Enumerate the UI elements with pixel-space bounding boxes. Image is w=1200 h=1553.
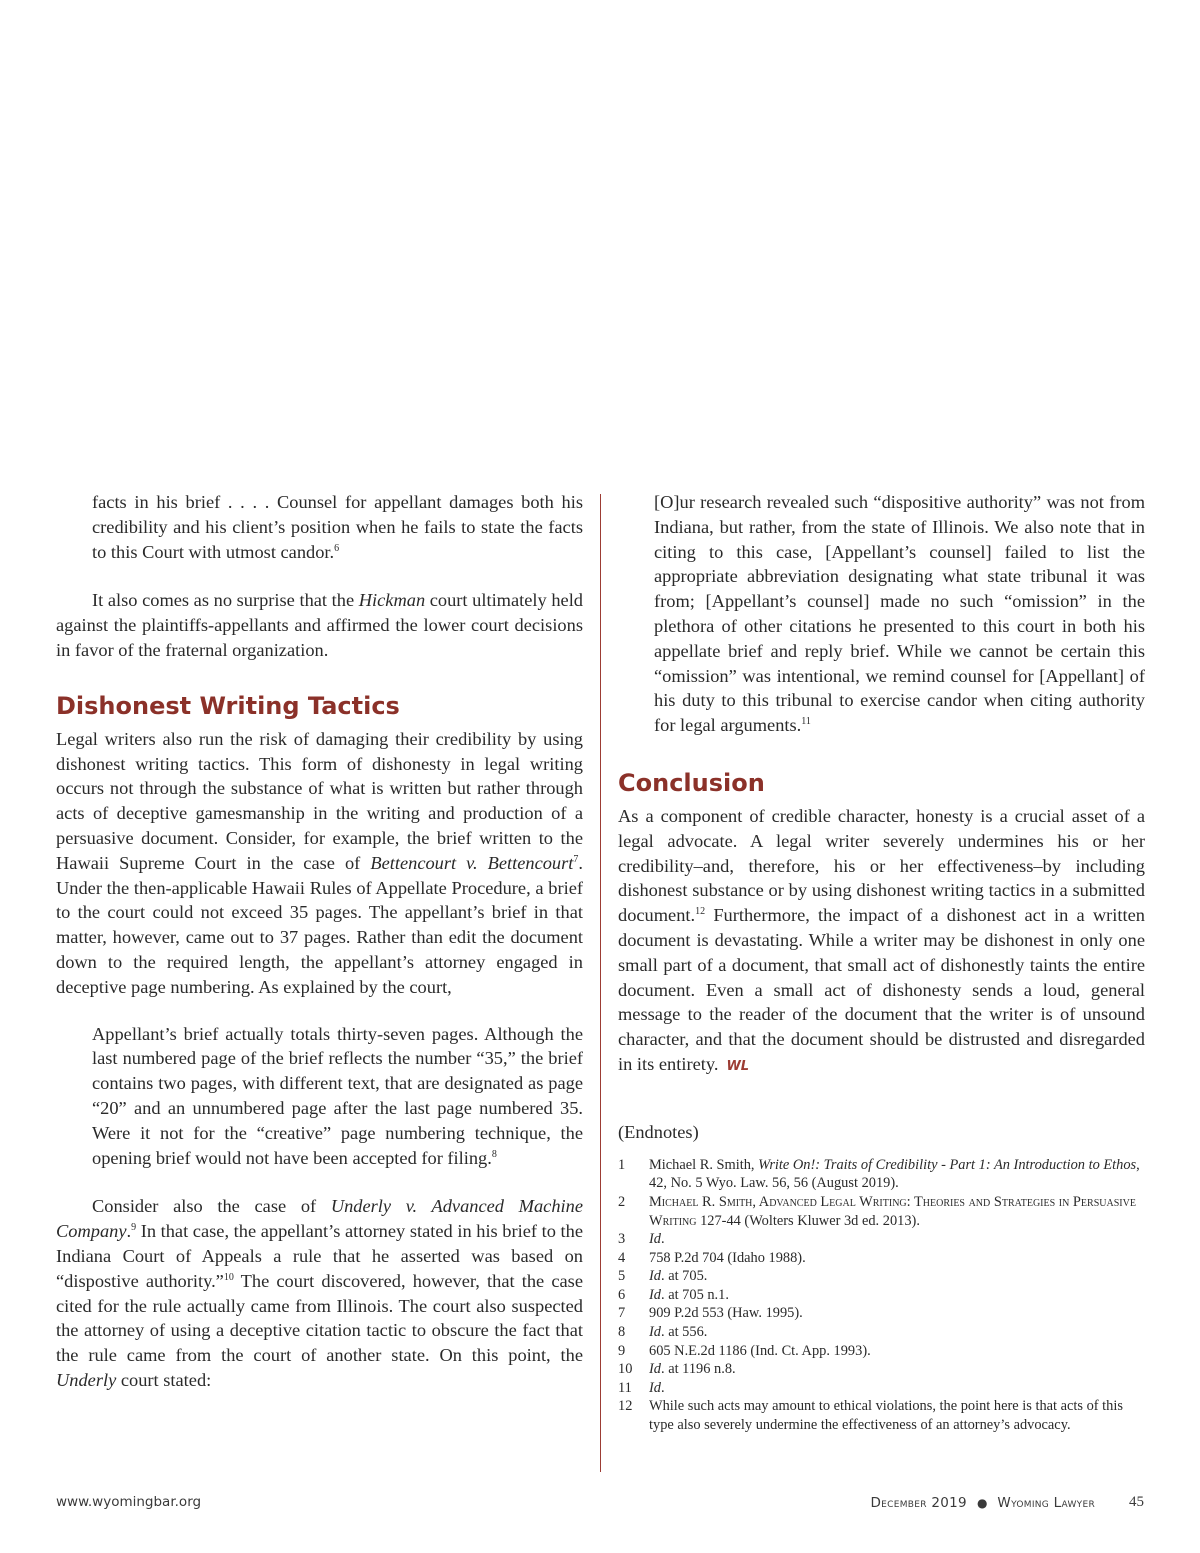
footnote-ref[interactable]: 8 — [491, 1148, 497, 1160]
endnote-text: Michael R. Smith, Write On!: Traits of Credibility - Part 1: An Introduction to Ethos, 42, No. 5 Wyo. Law. 56, 56 (August 2019). — [649, 1156, 1140, 1192]
endnote-number: 2 — [618, 1193, 626, 1210]
endnote-number: 4 — [618, 1249, 626, 1266]
paragraph-underly: Consider also the case of Underly v. Advanced Machine Company.$^9$ In that case, the appellant’s attorney stated in his brief to the Indiana Court of Appeals a rule that he asserted was based on “dispostive authority.”$^{10}$ The court discovered, however, that the case cited for the rule actually came from Illinois. The court also suspected the attorney of using a deceptive citation tactic to obscure the fact that the rule came from the court of another state. On this point, the Underly court stated: — [56, 1196, 584, 1390]
right-column — [618, 490, 1145, 1435]
left-column — [56, 490, 583, 1393]
endnote-text: While such acts may amount to ethical violations, the point here is that acts of this type also severely undermine the effectiveness of an attorney’s advocacy. — [649, 1398, 1123, 1434]
endnote-item — [618, 1379, 1145, 1398]
endnote-item — [618, 1360, 1145, 1379]
footnote-ref[interactable]: 10 — [223, 1271, 234, 1283]
section-heading-dishonest-tactics: Dishonest Writing Tactics — [56, 691, 400, 720]
endnote-text: Id. at 705. — [649, 1268, 708, 1285]
endnote-number: 9 — [618, 1342, 626, 1359]
endnote-text: 758 P.2d 704 (Idaho 1988). — [649, 1249, 806, 1266]
footnote-ref[interactable]: 12 — [695, 906, 706, 918]
footer-url[interactable]: www.wyomingbar.org — [56, 1494, 202, 1510]
footer-issue: December 2019 — [870, 1494, 967, 1511]
endnote-item — [618, 1156, 1145, 1193]
footnote-ref[interactable]: 11 — [801, 716, 811, 728]
page-number: 45 — [1129, 1494, 1144, 1510]
endnote-item — [618, 1342, 1145, 1361]
paragraph-bettencourt: Legal writers also run the risk of damaging their credibility by using dishonest writing tactics. This form of dishonesty in legal writing occurs not through the substance of what is written but rather through acts of deceptive gamesmanship in the writing and production of a persuasive document. Consider, for example, the brief written to the Hawaii Supreme Court in the case of Bettencourt v. Bettencourt$^7$. Under the then-applicable Hawaii Rules of Appellate Procedure, a brief to the court could not exceed 35 pages. The appellant’s brief in that matter, however, came out to 37 pages. Rather than edit the document down to the required length, the appellant’s attorney engaged in deceptive page numbering. As explained by the court, — [56, 728, 583, 997]
endnote-number: 10 — [618, 1361, 633, 1378]
endnote-text: Id. at 1196 n.8. — [649, 1361, 736, 1378]
endnote-text: Id. — [649, 1379, 665, 1396]
endnote-item — [618, 1323, 1145, 1342]
endnote-text: Id. at 705 n.1. — [649, 1286, 729, 1303]
endnote-number: 1 — [618, 1156, 626, 1173]
endnote-number: 7 — [618, 1305, 626, 1322]
endnote-number: 3 — [618, 1231, 626, 1248]
endnote-item — [618, 1267, 1145, 1286]
footnote-ref[interactable]: 9 — [131, 1222, 137, 1233]
section-heading-conclusion: Conclusion — [618, 768, 765, 797]
endnote-text: 909 P.2d 553 (Haw. 1995). — [649, 1305, 803, 1322]
footer-bullet: ● — [976, 1495, 988, 1510]
endnote-number: 12 — [618, 1398, 633, 1415]
endnotes-list — [618, 1156, 1145, 1435]
footnote-ref[interactable]: 7 — [573, 853, 579, 865]
endnote-text: Id. at 556. — [649, 1324, 708, 1341]
paragraph-conclusion: As a component of credible character, honesty is a crucial asset of a legal advocate. A legal writer severely undermines his or her credibility–and, therefore, his or her effectiveness–by including dishonest substance or by using dishonest writing tactics in a submitted document.$^{12}$ Furthermore, the impact of a dishonest act in a written document is devastating. While a writer may be dishonest in only one small part of a document, that small act of dishonestly taints the entire document. Even a small act of dishonesty sends a loud, general message to the reader of the document that the writer is of unsound character, and that the document should be distrusted and disregarded in its entirety. WL — [618, 805, 1145, 1074]
endnote-item — [618, 1230, 1145, 1249]
endnote-item — [618, 1193, 1145, 1230]
endnote-number: 6 — [618, 1286, 626, 1303]
paragraph-hickman: It also comes as no surprise that the Hickman court ultimately held against the plaintiffs-appellants and affirmed the lower court decisions in favor of the fraternal organization. — [56, 590, 584, 660]
endnote-text: 605 N.E.2d 1186 (Ind. Ct. App. 1993). — [649, 1342, 871, 1359]
endnote-number: 11 — [618, 1379, 632, 1396]
block-quote-continued: facts in his brief . . . . Counsel for appellant damages both his credibility and his client’s position when he fails to state the facts to this Court with utmost candor.$^6$ — [92, 492, 583, 562]
endnote-item — [618, 1397, 1145, 1434]
endnote-item — [618, 1304, 1145, 1323]
footnote-ref[interactable]: 6 — [334, 542, 340, 554]
footer-publication: Wyoming Lawyer — [997, 1494, 1095, 1511]
endnote-number: 5 — [618, 1268, 626, 1285]
endnote-text: Michael R. Smith, Advanced Legal Writing: Theories and Strategies in Persuasive Writing 127-44 (Wolters Kluwer 3d ed. 2013). — [649, 1193, 1136, 1229]
endnotes-title: (Endnotes) — [618, 1121, 699, 1142]
endnote-number: 8 — [618, 1324, 626, 1341]
endnote-text: Id. — [649, 1231, 665, 1248]
end-mark: WL — [726, 1058, 750, 1074]
endnote-item — [618, 1286, 1145, 1305]
footer-issue-info — [870, 1494, 1144, 1511]
column-divider — [600, 494, 601, 1472]
block-quote-underly: [O]ur research revealed such “dispositive authority” was not from Indiana, but rather, from the state of Illinois. We also note that in citing to this case, [Appellant’s counsel] failed to list the appropriate abbreviation designating what state tribunal it was from; [Appellant’s counsel] made no such “omission” in the plethora of other citations he presented to this court in both his appellate brief and reply brief. While we cannot be certain this “omission” was intentional, we remind counsel for [Appellant] of his duty to this tribunal to exercise candor when citing authority for legal arguments.$^{11}$ — [654, 492, 1145, 736]
block-quote-bettencourt: Appellant’s brief actually totals thirty-seven pages. Although the last numbered page of the brief reflects the number “35,” the brief contains two pages, with different text, that are designated as page “20” and an unnumbered page after the last page numbered 35. Were it not for the “creative” page numbering technique, the opening brief would not have been accepted for filing.$^8$ — [92, 1023, 583, 1168]
endnote-item — [618, 1249, 1145, 1268]
